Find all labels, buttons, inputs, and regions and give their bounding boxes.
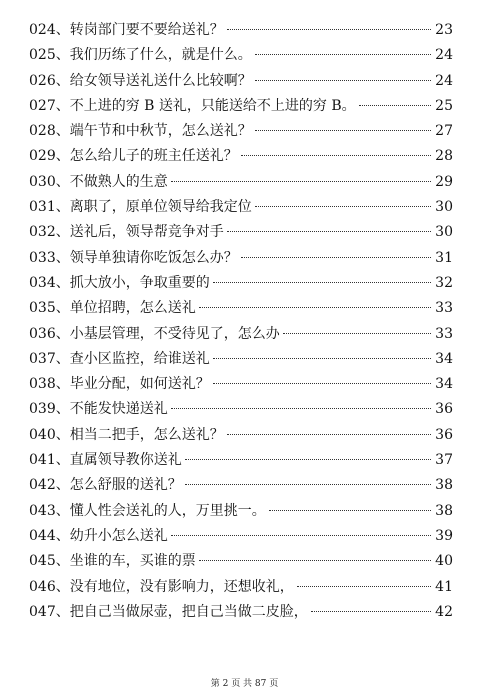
dot-leader xyxy=(241,257,431,258)
toc-entry-number: 027、 xyxy=(29,97,70,114)
toc-entry[interactable] xyxy=(29,524,453,549)
toc-entry[interactable] xyxy=(29,119,453,144)
toc-entry-page-number: 31 xyxy=(435,249,453,266)
toc-entry-title: 不上进的穷 B 送礼，只能送给不上进的穷 B。 xyxy=(69,97,356,114)
toc-entry-title: 直属领导教你送礼 xyxy=(69,452,182,469)
dot-leader xyxy=(213,383,431,384)
toc-entry-title: 我们历练了什么，就是什么。 xyxy=(69,47,252,64)
dot-leader xyxy=(213,282,431,283)
toc-entry-number: 026、 xyxy=(29,72,70,89)
toc-entry-title: 单位招聘，怎么送礼 xyxy=(69,300,196,317)
toc-entry-title: 相当二把手，怎么送礼？ xyxy=(69,426,224,443)
toc-entry-title: 把自己当做尿壶，把自己当做二皮脸， xyxy=(69,603,308,620)
toc-entry-number: 046、 xyxy=(29,578,70,595)
dot-leader xyxy=(227,231,431,232)
toc-entry-page-number: 33 xyxy=(435,300,453,317)
toc-entry[interactable] xyxy=(29,347,453,372)
dot-leader xyxy=(297,586,431,587)
table-of-contents xyxy=(29,18,453,625)
toc-entry-title: 不能发快递送礼 xyxy=(69,401,168,418)
toc-entry-page-number: 24 xyxy=(435,72,453,89)
toc-entry-page-number: 25 xyxy=(435,97,453,114)
toc-entry-number: 039、 xyxy=(29,401,70,418)
toc-entry-number: 040、 xyxy=(29,426,70,443)
toc-entry-number: 034、 xyxy=(29,274,70,291)
toc-entry-number: 029、 xyxy=(29,148,70,165)
toc-entry[interactable] xyxy=(29,170,453,195)
toc-entry-page-number: 27 xyxy=(435,123,453,140)
toc-entry-page-number: 36 xyxy=(435,401,453,418)
toc-entry-number: 025、 xyxy=(29,47,70,64)
toc-entry[interactable] xyxy=(29,575,453,600)
toc-entry[interactable] xyxy=(29,372,453,397)
toc-entry[interactable] xyxy=(29,397,453,422)
toc-entry-title: 懂人性会送礼的人，万里挑一。 xyxy=(69,502,266,519)
toc-entry-page-number: 33 xyxy=(435,325,453,342)
dot-leader xyxy=(255,130,431,131)
toc-entry[interactable] xyxy=(29,448,453,473)
dot-leader xyxy=(241,155,431,156)
toc-entry[interactable] xyxy=(29,144,453,169)
toc-entry[interactable] xyxy=(29,43,453,68)
toc-entry-page-number: 40 xyxy=(435,553,453,570)
toc-entry[interactable] xyxy=(29,549,453,574)
dot-leader xyxy=(227,434,431,435)
toc-entry-page-number: 34 xyxy=(435,376,453,393)
toc-entry-title: 查小区监控，给谁送礼 xyxy=(69,350,210,367)
toc-entry-page-number: 36 xyxy=(435,426,453,443)
dot-leader xyxy=(171,408,431,409)
toc-entry-number: 042、 xyxy=(29,477,70,494)
toc-entry-title: 怎么舒服的送礼？ xyxy=(69,477,182,494)
toc-entry-number: 030、 xyxy=(29,173,70,190)
toc-entry-title: 离职了，原单位领导给我定位 xyxy=(69,199,252,216)
toc-entry-number: 047、 xyxy=(29,603,70,620)
toc-entry-number: 037、 xyxy=(29,350,70,367)
toc-entry-number: 024、 xyxy=(29,22,70,38)
dot-leader xyxy=(171,535,431,536)
toc-entry-number: 035、 xyxy=(29,300,70,317)
toc-entry-title: 没有地位，没有影响力，还想收礼， xyxy=(69,578,294,595)
toc-entry[interactable] xyxy=(29,220,453,245)
toc-entry-title: 给女领导送礼送什么比较啊？ xyxy=(69,72,252,89)
toc-entry-page-number: 39 xyxy=(435,527,453,544)
toc-entry[interactable] xyxy=(29,271,453,296)
toc-entry-number: 036、 xyxy=(29,325,70,342)
toc-entry-title: 坐谁的车，买谁的票 xyxy=(69,553,196,570)
toc-entry-title: 端午节和中秋节，怎么送礼？ xyxy=(69,123,252,140)
toc-entry-number: 038、 xyxy=(29,376,70,393)
toc-entry-page-number: 29 xyxy=(435,173,453,190)
toc-entry-page-number: 30 xyxy=(435,199,453,216)
toc-entry[interactable] xyxy=(29,94,453,119)
dot-leader xyxy=(185,484,431,485)
toc-entry-number: 033、 xyxy=(29,249,70,266)
toc-entry[interactable] xyxy=(29,600,453,625)
toc-entry[interactable] xyxy=(29,246,453,271)
toc-entry-page-number: 23 xyxy=(435,22,453,38)
toc-entry-page-number: 24 xyxy=(435,47,453,64)
toc-entry-title: 不做熟人的生意 xyxy=(69,173,168,190)
toc-entry-number: 032、 xyxy=(29,224,70,241)
toc-entry[interactable] xyxy=(29,423,453,448)
page-footer: 第 2 页 共 87 页 xyxy=(210,679,279,689)
toc-entry[interactable] xyxy=(29,18,453,43)
dot-leader xyxy=(359,105,432,106)
toc-entry-page-number: 41 xyxy=(435,578,453,595)
dot-leader xyxy=(213,358,431,359)
toc-entry[interactable] xyxy=(29,322,453,347)
toc-entry[interactable] xyxy=(29,499,453,524)
dot-leader xyxy=(171,181,431,182)
toc-entry-title: 毕业分配，如何送礼？ xyxy=(69,376,210,393)
toc-entry-title: 转岗部门要不要给送礼？ xyxy=(69,22,224,38)
toc-entry-number: 041、 xyxy=(29,452,70,469)
dot-leader xyxy=(283,333,431,334)
toc-entry-title: 幼升小怎么送礼 xyxy=(69,527,168,544)
toc-entry[interactable] xyxy=(29,69,453,94)
dot-leader xyxy=(255,206,431,207)
toc-entry-title: 领导单独请你吃饭怎么办？ xyxy=(69,249,238,266)
toc-entry-number: 028、 xyxy=(29,123,70,140)
toc-entry[interactable] xyxy=(29,195,453,220)
toc-entry-page-number: 28 xyxy=(435,148,453,165)
dot-leader xyxy=(269,510,431,511)
dot-leader xyxy=(311,611,431,612)
toc-entry-page-number: 37 xyxy=(435,452,453,469)
toc-entry-number: 043、 xyxy=(29,502,70,519)
toc-entry-number: 044、 xyxy=(29,527,70,544)
dot-leader xyxy=(199,560,431,561)
toc-entry-title: 抓大放小，争取重要的 xyxy=(69,274,210,291)
dot-leader xyxy=(227,29,431,30)
toc-entry-number: 045、 xyxy=(29,553,70,570)
toc-entry-page-number: 42 xyxy=(435,603,453,620)
toc-entry[interactable] xyxy=(29,296,453,321)
toc-entry-title: 小基层管理，不受待见了，怎么办 xyxy=(69,325,280,342)
toc-entry-title: 送礼后，领导帮竞争对手 xyxy=(69,224,224,241)
dot-leader xyxy=(255,80,431,81)
toc-entry-page-number: 34 xyxy=(435,350,453,367)
toc-entry-page-number: 30 xyxy=(435,224,453,241)
toc-entry-page-number: 32 xyxy=(435,274,453,291)
toc-entry-page-number: 38 xyxy=(435,477,453,494)
toc-entry-number: 031、 xyxy=(29,199,70,216)
dot-leader xyxy=(185,459,431,460)
dot-leader xyxy=(199,307,431,308)
toc-entry-title: 怎么给儿子的班主任送礼？ xyxy=(69,148,238,165)
toc-entry[interactable] xyxy=(29,473,453,498)
dot-leader xyxy=(255,54,431,55)
toc-entry-page-number: 38 xyxy=(435,502,453,519)
